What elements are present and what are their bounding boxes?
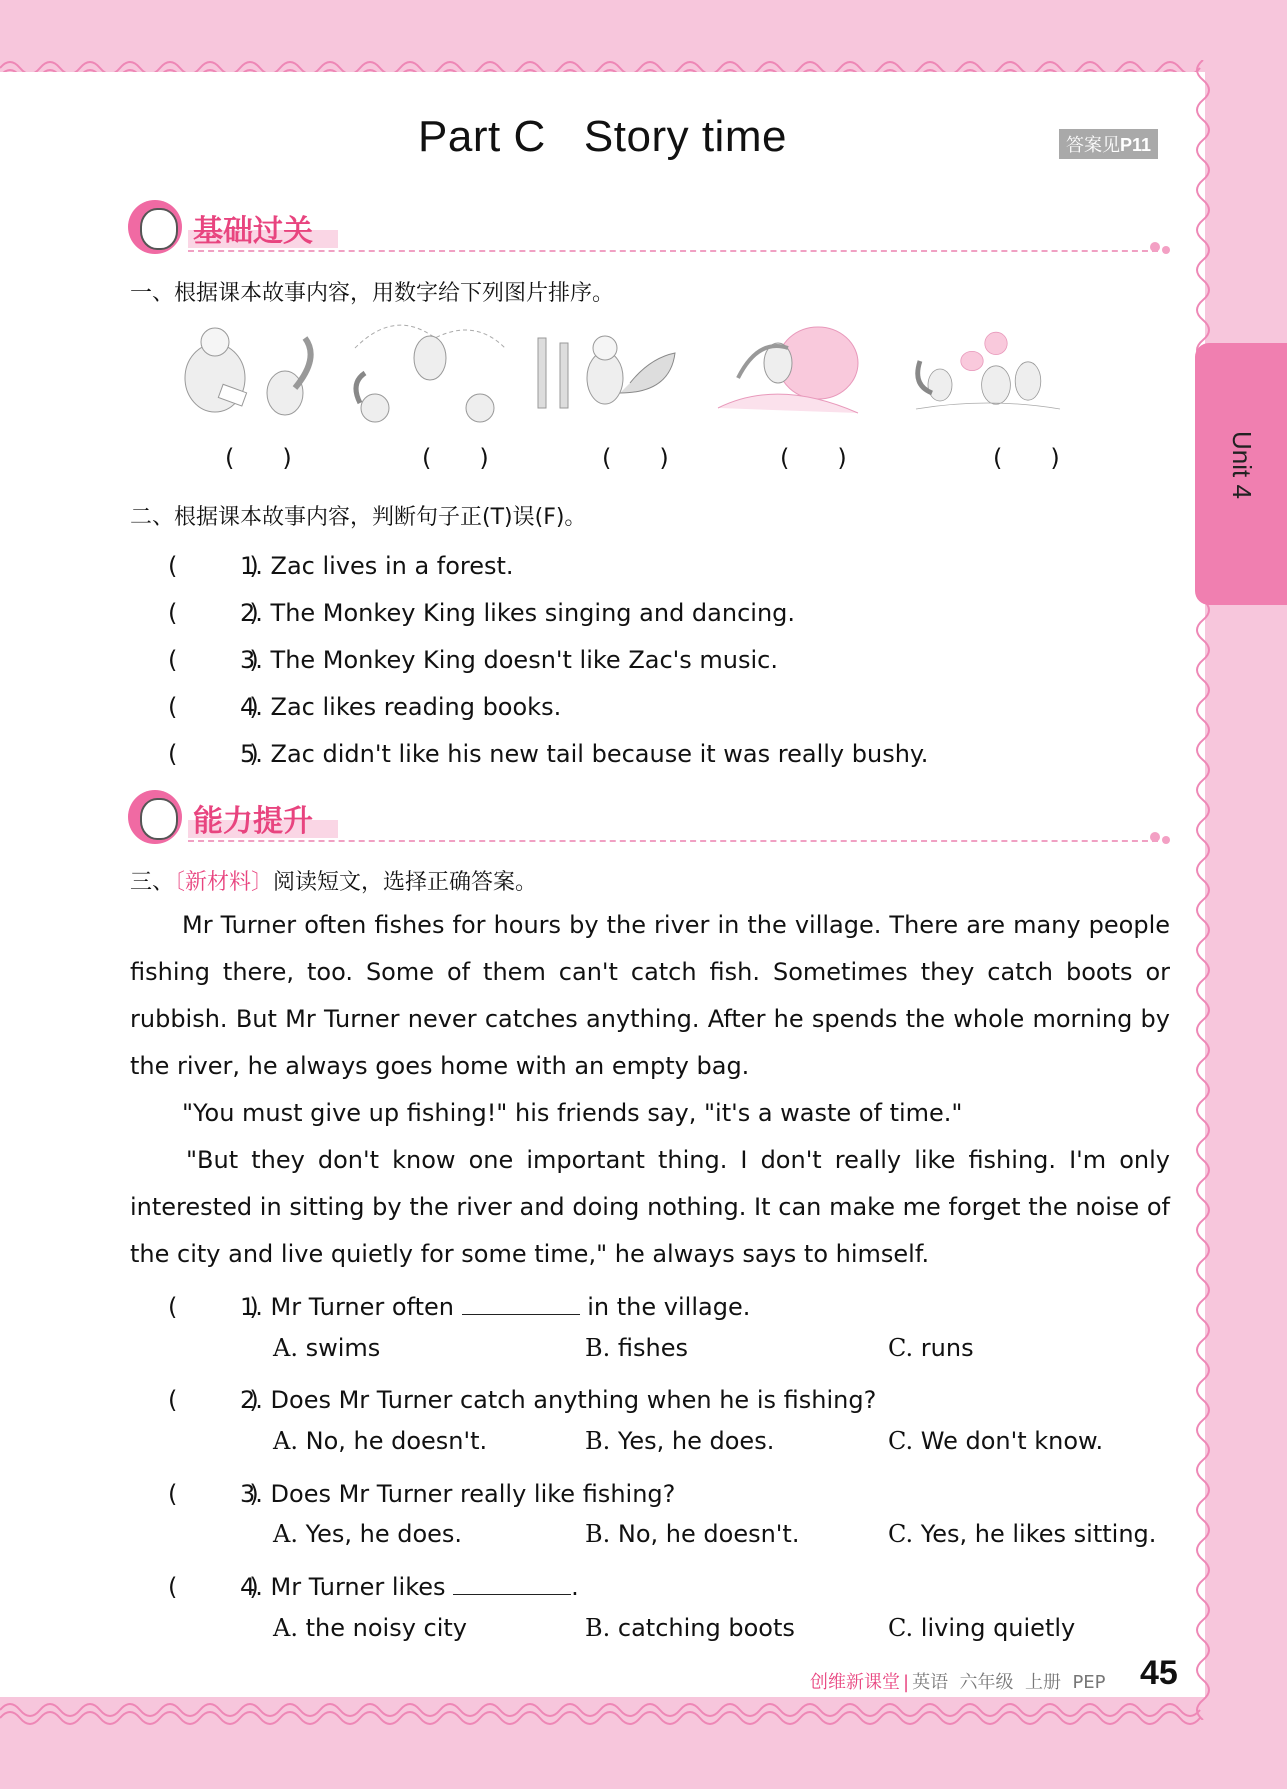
story-picture-skunk-in-forest xyxy=(530,318,690,428)
section-divider xyxy=(188,250,1158,252)
answer-blank[interactable]: ( ) xyxy=(168,599,259,627)
fill-blank[interactable] xyxy=(462,1292,580,1315)
picture-order-blank[interactable]: ( ) xyxy=(993,444,1060,472)
divider-dot-icon xyxy=(1150,242,1160,252)
answer-blank[interactable]: ( ) xyxy=(168,693,259,721)
option-c[interactable]: C. runs xyxy=(888,1334,974,1362)
section-title: 基础过关 xyxy=(193,214,313,249)
page-title: Part C Story time xyxy=(418,112,787,161)
option-a[interactable]: A. No, he doesn't. xyxy=(273,1427,488,1455)
unit-label: Unit 4 xyxy=(1227,431,1257,499)
mc-question: ( )1. Mr Turner often in the village. xyxy=(168,1287,750,1322)
option-b[interactable]: B. Yes, he does. xyxy=(585,1427,775,1455)
option-c[interactable]: C. Yes, he likes sitting. xyxy=(888,1520,1157,1548)
tf-item: ( )5. Zac didn't like his new tail because it was really bushy. xyxy=(168,734,928,769)
option-c[interactable]: C. living quietly xyxy=(888,1614,1076,1642)
option-b[interactable]: B. fishes xyxy=(585,1334,689,1362)
passage-paragraph: "But they don't know one important thing. I don't really like fishing. I'm only interested in sitting by the river and doing nothing. It can make me forget the noise of the city and live quietly for some time," he always says to himself. xyxy=(130,1146,1170,1268)
page-footer: 创维新课堂 | 英语 六年级 上册 PEP xyxy=(810,1672,1106,1693)
page-number: 45 xyxy=(1140,1654,1178,1692)
tf-item: ( )1. Zac lives in a forest. xyxy=(168,546,514,581)
q2-instruction: 二、根据课本故事内容，判断句子正(T)误(F)。 xyxy=(130,505,587,530)
footer-brand: 创维新课堂 xyxy=(810,1672,900,1693)
passage-paragraph: "You must give up fishing!" his friends say, "it's a waste of time." xyxy=(182,1099,963,1127)
answer-blank[interactable]: ( ) xyxy=(168,1480,259,1508)
option-a[interactable]: A. the noisy city xyxy=(273,1614,467,1642)
boy-mascot-icon xyxy=(128,790,182,844)
mc-question: ( )4. Mr Turner likes . xyxy=(168,1567,579,1602)
mc-question: ( )2. Does Mr Turner catch anything when he is fishing? xyxy=(168,1380,876,1415)
q3-instruction: 三、〔新材料〕阅读短文，选择正确答案。 xyxy=(130,870,538,895)
answer-blank[interactable]: ( ) xyxy=(168,552,259,580)
divider-dot-icon xyxy=(1150,832,1160,842)
new-material-tag: 〔新材料〕 xyxy=(174,870,274,895)
section-divider xyxy=(188,840,1158,842)
option-a[interactable]: A. swims xyxy=(273,1334,381,1362)
answer-blank[interactable]: ( ) xyxy=(168,646,259,674)
answer-blank[interactable]: ( ) xyxy=(168,740,259,768)
section-header-basic xyxy=(128,200,1173,260)
story-picture-pink-tree xyxy=(708,318,868,428)
girl-mascot-icon xyxy=(128,200,182,254)
answer-blank[interactable]: ( ) xyxy=(168,1386,259,1414)
passage-paragraph: Mr Turner often fishes for hours by the river in the village. There are many people fishing there, too. Some of them can't catch fish. Sometimes they catch boots or rubbish. But Mr Turner never catches anything. After he spends the whole morning by the river, he always goes home with an empty bag. xyxy=(130,911,1170,1080)
section-title: 能力提升 xyxy=(193,804,313,839)
story-picture-monkey-and-skunk xyxy=(160,318,320,428)
option-b[interactable]: B. catching boots xyxy=(585,1614,795,1642)
answer-blank[interactable]: ( ) xyxy=(168,1573,259,1601)
answer-reference-badge: 答案见P11 xyxy=(1059,129,1158,159)
fill-blank[interactable] xyxy=(453,1572,571,1595)
picture-order-blank[interactable]: ( ) xyxy=(422,444,489,472)
tf-item: ( )3. The Monkey King doesn't like Zac's music. xyxy=(168,640,778,675)
answer-blank[interactable]: ( ) xyxy=(168,1293,259,1321)
tf-item: ( )4. Zac likes reading books. xyxy=(168,687,561,722)
story-picture-skunk-with-fruit xyxy=(908,318,1068,428)
option-a[interactable]: A. Yes, he does. xyxy=(273,1520,463,1548)
option-b[interactable]: B. No, he doesn't. xyxy=(585,1520,800,1548)
picture-order-blank[interactable]: ( ) xyxy=(780,444,847,472)
bottom-wavy-border xyxy=(0,1696,1287,1736)
section-header-advanced xyxy=(128,790,1173,850)
picture-order-blank[interactable]: ( ) xyxy=(225,444,292,472)
unit-side-tab xyxy=(1195,343,1287,605)
story-picture-dancing-animals xyxy=(350,318,510,428)
picture-order-blank[interactable]: ( ) xyxy=(602,444,669,472)
q1-instruction: 一、根据课本故事内容，用数字给下列图片排序。 xyxy=(130,281,615,306)
tf-item: ( )2. The Monkey King likes singing and dancing. xyxy=(168,593,795,628)
mc-question: ( )3. Does Mr Turner really like fishing? xyxy=(168,1474,675,1509)
option-c[interactable]: C. We don't know. xyxy=(888,1427,1104,1455)
right-wavy-border xyxy=(1183,60,1223,1720)
story-pictures xyxy=(160,318,1120,428)
divider-dot-icon xyxy=(1162,836,1170,844)
divider-dot-icon xyxy=(1162,246,1170,254)
reading-passage xyxy=(130,902,1170,1278)
